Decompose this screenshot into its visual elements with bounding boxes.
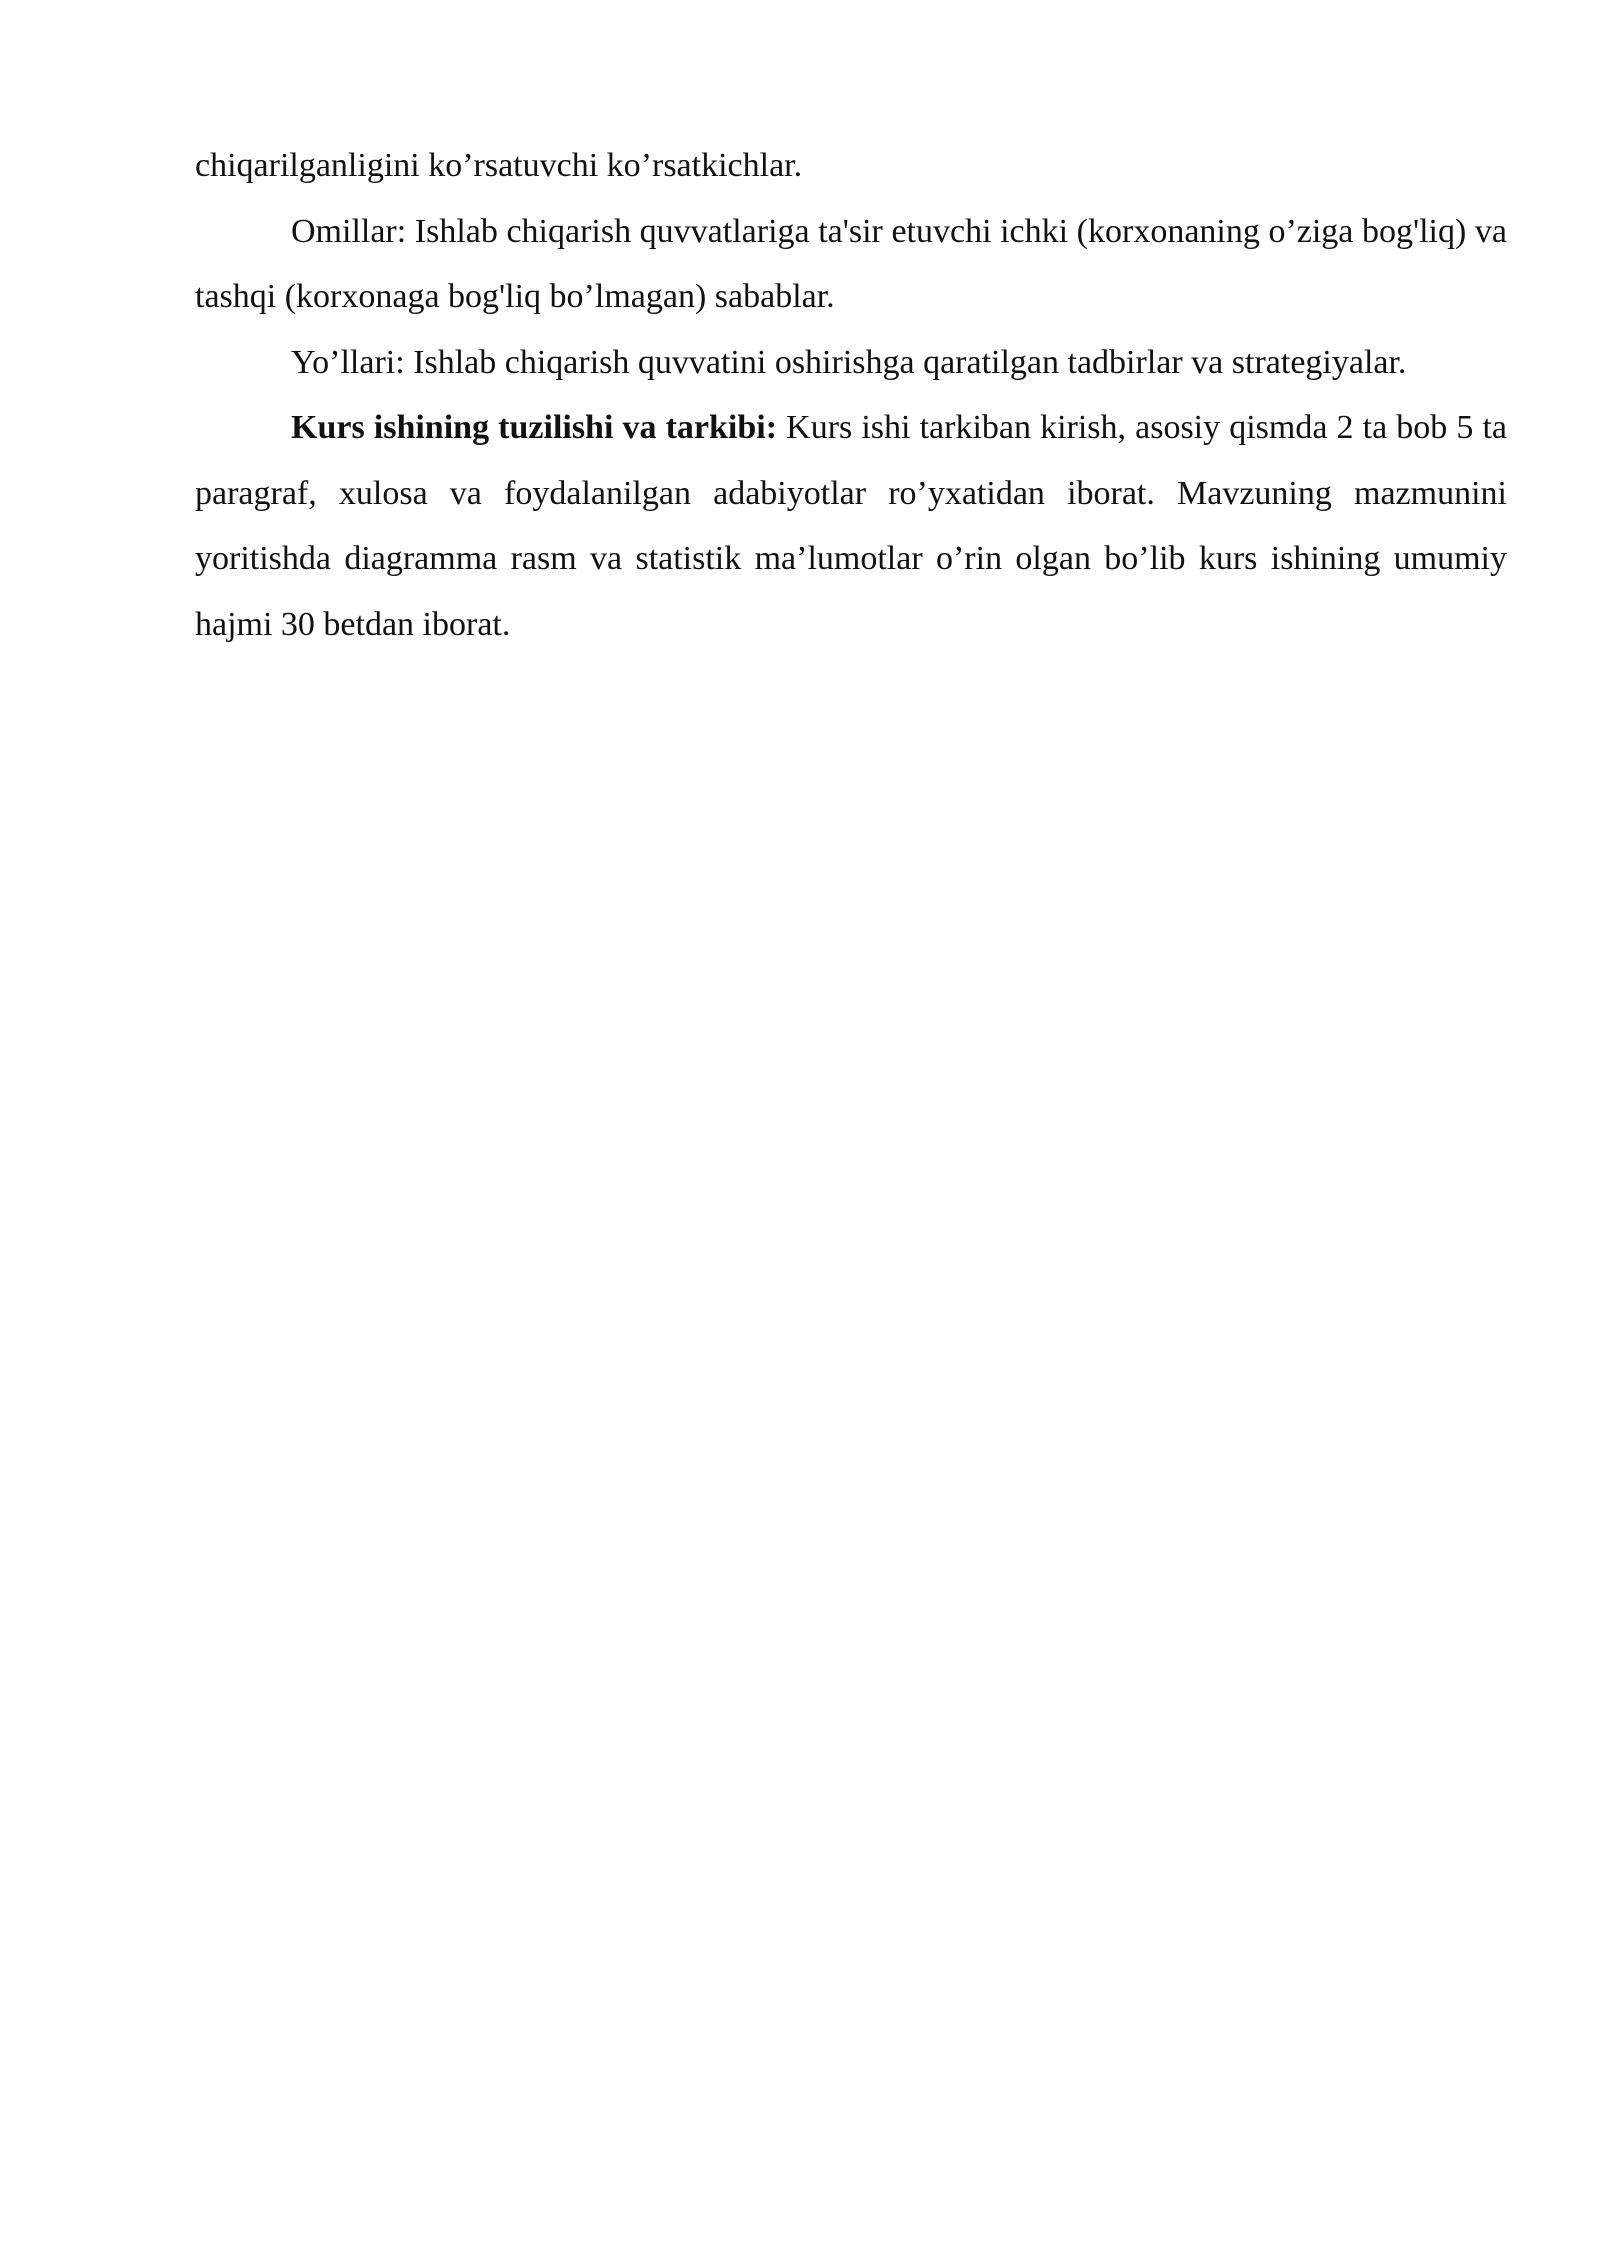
paragraph-factors: Omillar: Ishlab chiqarish quvvatlariga ta'sir etuvchi ichki (korxonaning o’ziga bog'liq) va tashqi (korxonaga bog'liq bo’lmagan) sabablar. — [195, 212, 1507, 315]
structure-heading: Kurs ishining tuzilishi va tarkibi: — [291, 409, 778, 446]
paragraph-continuation: chiqarilganligini ko’rsatuvchi ko’rsatkichlar. — [195, 147, 803, 184]
structure-text: Kurs ishi tarkiban kirish, asosiy qismda 2 ta bob 5 ta paragraf, xulosa va foydalanilgan adabiyotlar ro’yxatidan iborat. Mavzuning mazmunini yoritishda diagramma rasm va statistik ma’lumotlar o’rin olgan bo’lib kurs ishining umumiy hajmi 30 betdan iborat. — [195, 409, 1507, 643]
document-body — [195, 133, 1507, 657]
paragraph-structure — [195, 395, 1507, 657]
paragraph-ways: Yo’llari: Ishlab chiqarish quvvatini oshirishga qaratilgan tadbirlar va strategiyalar. — [291, 343, 1407, 381]
